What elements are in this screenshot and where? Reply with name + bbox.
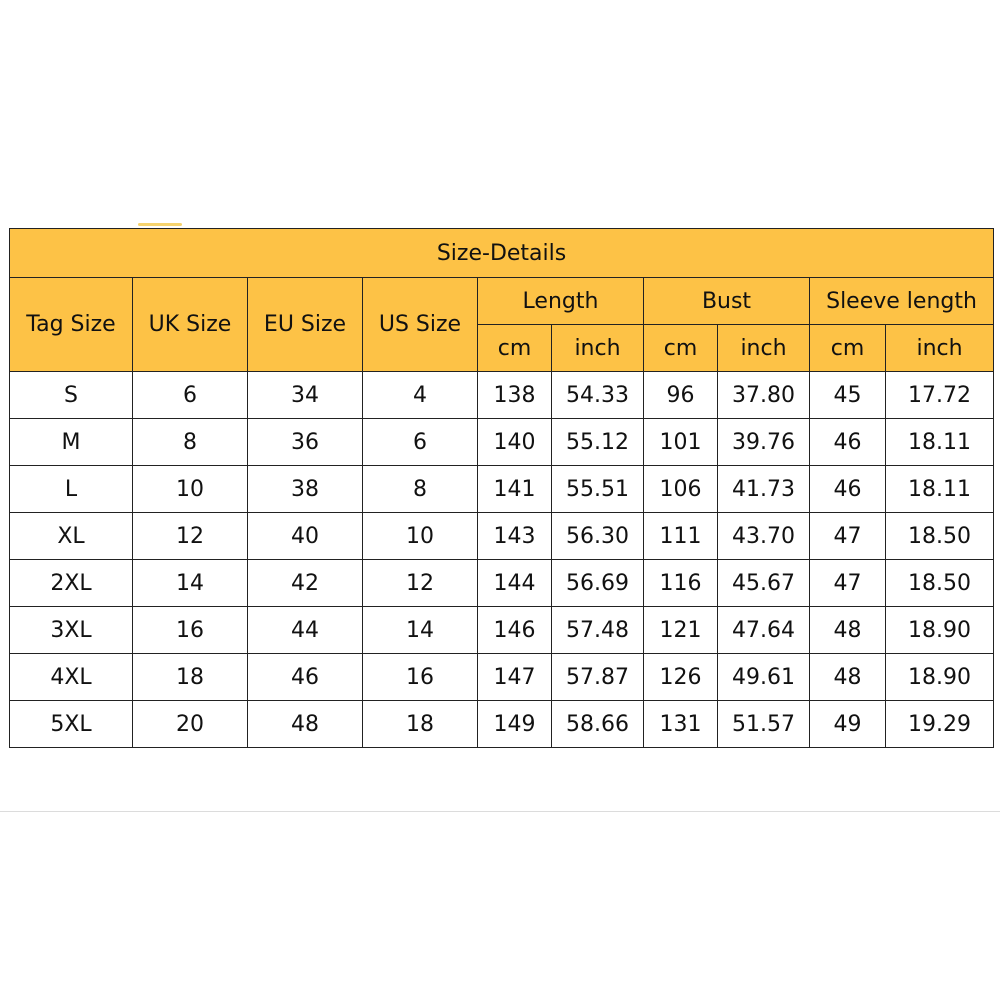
cell-bust-inch: 41.73	[718, 466, 810, 513]
cell-length-cm: 146	[478, 607, 552, 654]
cell-bust-inch: 37.80	[718, 372, 810, 419]
cell-bust-inch: 47.64	[718, 607, 810, 654]
table-row	[10, 560, 994, 607]
table-row	[10, 701, 994, 748]
cell-length-cm: 143	[478, 513, 552, 560]
table-row	[10, 607, 994, 654]
cell-bust-inch: 49.61	[718, 654, 810, 701]
cell-us-size: 14	[363, 607, 478, 654]
cell-bust-inch: 43.70	[718, 513, 810, 560]
cell-sleeve-inch: 18.50	[886, 513, 994, 560]
cell-sleeve-cm: 48	[810, 654, 886, 701]
cell-bust-cm: 126	[644, 654, 718, 701]
header-length-inch: inch	[552, 325, 644, 372]
cell-tag-size: M	[10, 419, 133, 466]
decorative-smudge	[138, 223, 182, 226]
cell-sleeve-inch: 18.11	[886, 419, 994, 466]
header-bust: Bust	[644, 278, 810, 325]
cell-bust-cm: 96	[644, 372, 718, 419]
cell-sleeve-inch: 19.29	[886, 701, 994, 748]
cell-eu-size: 34	[248, 372, 363, 419]
table-row	[10, 654, 994, 701]
cell-tag-size: XL	[10, 513, 133, 560]
header-sleeve-inch: inch	[886, 325, 994, 372]
cell-eu-size: 36	[248, 419, 363, 466]
cell-length-inch: 57.48	[552, 607, 644, 654]
cell-us-size: 10	[363, 513, 478, 560]
cell-length-cm: 140	[478, 419, 552, 466]
cell-bust-cm: 116	[644, 560, 718, 607]
header-uk-size: UK Size	[133, 278, 248, 372]
cell-uk-size: 6	[133, 372, 248, 419]
size-details-table	[9, 228, 994, 748]
cell-tag-size: 4XL	[10, 654, 133, 701]
table-row	[10, 466, 994, 513]
cell-sleeve-inch: 18.90	[886, 607, 994, 654]
header-bust-cm: cm	[644, 325, 718, 372]
cell-bust-cm: 121	[644, 607, 718, 654]
cell-uk-size: 10	[133, 466, 248, 513]
cell-bust-cm: 101	[644, 419, 718, 466]
cell-length-cm: 141	[478, 466, 552, 513]
cell-length-cm: 149	[478, 701, 552, 748]
cell-sleeve-cm: 45	[810, 372, 886, 419]
cell-uk-size: 20	[133, 701, 248, 748]
cell-uk-size: 14	[133, 560, 248, 607]
cell-sleeve-inch: 18.50	[886, 560, 994, 607]
table-title-row	[10, 229, 994, 278]
cell-uk-size: 18	[133, 654, 248, 701]
cell-us-size: 4	[363, 372, 478, 419]
header-sleeve-cm: cm	[810, 325, 886, 372]
cell-length-cm: 144	[478, 560, 552, 607]
cell-length-inch: 56.69	[552, 560, 644, 607]
cell-sleeve-cm: 46	[810, 419, 886, 466]
cell-length-inch: 56.30	[552, 513, 644, 560]
cell-sleeve-cm: 47	[810, 560, 886, 607]
table-row	[10, 513, 994, 560]
cell-length-inch: 58.66	[552, 701, 644, 748]
cell-eu-size: 38	[248, 466, 363, 513]
cell-us-size: 12	[363, 560, 478, 607]
cell-sleeve-cm: 47	[810, 513, 886, 560]
header-us-size: US Size	[363, 278, 478, 372]
cell-length-inch: 54.33	[552, 372, 644, 419]
cell-us-size: 8	[363, 466, 478, 513]
cell-eu-size: 42	[248, 560, 363, 607]
cell-tag-size: L	[10, 466, 133, 513]
cell-sleeve-cm: 48	[810, 607, 886, 654]
cell-us-size: 16	[363, 654, 478, 701]
cell-bust-inch: 51.57	[718, 701, 810, 748]
cell-bust-inch: 39.76	[718, 419, 810, 466]
cell-eu-size: 40	[248, 513, 363, 560]
cell-eu-size: 44	[248, 607, 363, 654]
cell-eu-size: 46	[248, 654, 363, 701]
table-row	[10, 419, 994, 466]
cell-sleeve-inch: 17.72	[886, 372, 994, 419]
header-sleeve-length: Sleeve length	[810, 278, 994, 325]
cell-length-inch: 57.87	[552, 654, 644, 701]
cell-length-cm: 138	[478, 372, 552, 419]
cell-uk-size: 12	[133, 513, 248, 560]
cell-sleeve-inch: 18.90	[886, 654, 994, 701]
cell-uk-size: 8	[133, 419, 248, 466]
cell-length-inch: 55.12	[552, 419, 644, 466]
bottom-divider	[0, 811, 1000, 812]
cell-tag-size: S	[10, 372, 133, 419]
cell-bust-cm: 106	[644, 466, 718, 513]
cell-eu-size: 48	[248, 701, 363, 748]
cell-bust-inch: 45.67	[718, 560, 810, 607]
header-eu-size: EU Size	[248, 278, 363, 372]
header-tag-size: Tag Size	[10, 278, 133, 372]
cell-length-inch: 55.51	[552, 466, 644, 513]
cell-uk-size: 16	[133, 607, 248, 654]
cell-us-size: 18	[363, 701, 478, 748]
cell-length-cm: 147	[478, 654, 552, 701]
cell-sleeve-cm: 46	[810, 466, 886, 513]
table-row	[10, 372, 994, 419]
header-length-cm: cm	[478, 325, 552, 372]
cell-tag-size: 5XL	[10, 701, 133, 748]
table-title: Size-Details	[10, 229, 994, 278]
cell-sleeve-cm: 49	[810, 701, 886, 748]
header-bust-inch: inch	[718, 325, 810, 372]
cell-bust-cm: 111	[644, 513, 718, 560]
cell-sleeve-inch: 18.11	[886, 466, 994, 513]
cell-tag-size: 2XL	[10, 560, 133, 607]
cell-bust-cm: 131	[644, 701, 718, 748]
header-row-main	[10, 278, 994, 325]
cell-us-size: 6	[363, 419, 478, 466]
header-length: Length	[478, 278, 644, 325]
cell-tag-size: 3XL	[10, 607, 133, 654]
